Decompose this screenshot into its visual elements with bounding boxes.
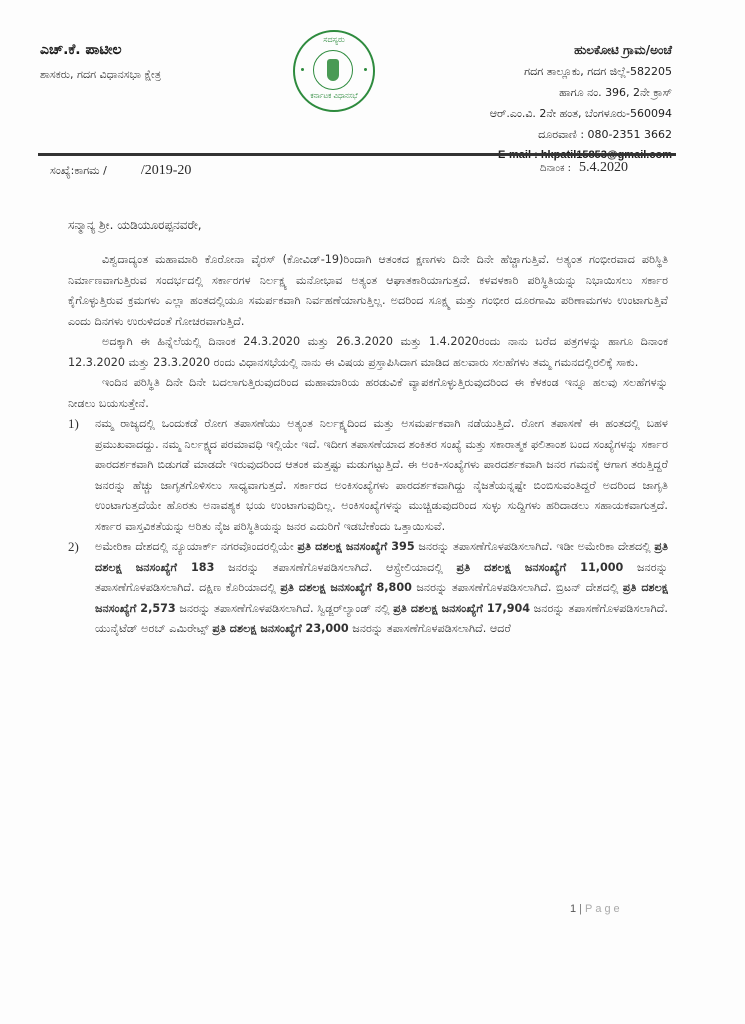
list-item-segment: ಜನರನ್ನು ತಪಾಸಣೆಗೊಳಪಡಿಸಲಾಗಿದೆ. ದಕ್ಷಿಣ ಕೊರಿಯಾದಲ್ಲಿ [95, 560, 668, 594]
state-emblem-icon [327, 59, 339, 81]
list-item-text: ನಮ್ಮ ರಾಜ್ಯದಲ್ಲಿ ಒಂದುಕಡೆ ರೋಗ ತಪಾಸಣೆಯು ಅತ್ಯಂತ ನಿರ್ಲಕ್ಷ್ಯದಿಂದ ಮತ್ತು ಅಸಮರ್ಪಕವಾಗಿ ನಡೆಯುತ್ತಿದೆ. ರೋಗ ತಪಾಸಣೆ ಈ ಹಂತದಲ್ಲಿ ಬಹಳ ಪ್ರಮುಖವಾದದ್ದು. ನಮ್ಮ ನಿರ್ಲಕ್ಷ್ಯದ ಪರಮಾವಧಿ ಇಲ್ಲಿಯೇ ಇದೆ. ಇದೀಗ ತಪಾಸಣೆಯಾದ ಶಂಕಿತರ ಸಂಖ್ಯೆ ಮತ್ತು ಸಕಾರಾತ್ಮಕ ಫಲಿತಾಂಶ ಬಂದ ಸಂಖ್ಯೆಗಳನ್ನು ಸರ್ಕಾರ ಪಾರದರ್ಶಕವಾಗಿ ಬಿಡುಗಡೆ ಮಾಡದೇ ಇರುವುದರಿಂದ ಆತಂಕ ಮತ್ತಷ್ಟು ಮಡುಗಟ್ಟುತ್ತಿದೆ. ಈ ಅಂಕಿ-ಸಂಖ್ಯೆಗಳು ಪಾರದರ್ಶಕವಾಗಿ ಜನರ ಗಮನಕ್ಕೆ ಆಗಾಗ ತರುತ್ತಿದ್ದರೆ ಜನರನ್ನು ಹೆಚ್ಚು ಜಾಗೃತಗೊಳಿಸಲು ಸಾಧ್ಯವಾಗುತ್ತದೆ. ಸರ್ಕಾರದ ಅಂಕಿಸಂಖ್ಯೆಗಳು ಪಾರದರ್ಶಕವಾಗಿದ್ದು ನೈಜತೆಯನ್ನಷ್ಟೇ ಬಿಂಬಿಸುವಂತಿದ್ದರೆ ಅದರಿಂದ ಜಾಗೃತಿ ಉಂಟಾಗುತ್ತದೆಯೇ ಹೊರತು ಅನಾವಶ್ಯಕ ಭಯ ಉಂಟಾಗುವುದಿಲ್ಲ. ಅಂಕಿಸಂಖ್ಯೆಗಳನ್ನು ಮುಚ್ಚಿಡುವುದರಿಂದ ಸುಳ್ಳು ಸುದ್ದಿಗಳು ಹರಿದಾಡಲು ಸಹಾಯಕವಾಗುತ್ತದೆ. ಸರ್ಕಾರ ವಾಸ್ತವಿಕತೆಯನ್ನು ಅರಿತು ನೈಜ ಪರಿಸ್ಥಿತಿಯನ್ನು ಜನರ ಎದುರಿಗೆ ಇಡಬೇಕೆಂದು ಒತ್ತಾಯಿಸುವೆ. [95, 417, 668, 533]
letter-date [540, 160, 628, 176]
sender-name: ಎಚ್.ಕೆ. ಪಾಟೀಲ [40, 42, 122, 58]
seal-emblem-ring [313, 50, 353, 90]
date-value: 5.4.2020 [579, 160, 629, 175]
salutation: ಸನ್ಮಾನ್ಯ ಶ್ರೀ. ಯಡಿಯೂರಪ್ಪನವರೇ, [68, 218, 202, 232]
address-block [490, 40, 672, 166]
list-item-segment: ಅಮೇರಿಕಾ ದೇಶದಲ್ಲಿ ನ್ಯೂಯಾರ್ಕ್ ನಗರವೊಂದರಲ್ಲಿಯೇ [95, 540, 298, 553]
page-separator: | [579, 903, 582, 915]
paragraph-2: ಅದಕ್ಕಾಗಿ ಈ ಹಿನ್ನೆಲೆಯಲ್ಲಿ ದಿನಾಂಕ 24.3.2020 ಮತ್ತು 26.3.2020 ಮತ್ತು 1.4.2020ರಂದು ನಾನು ಬರೆದ ಪತ್ರಗಳನ್ನು ಹಾಗೂ ದಿನಾಂಕ 12.3.2020 ಮತ್ತು 23.3.2020 ರಂದು ವಿಧಾನಸಭೆಯಲ್ಲಿ ನಾನು ಈ ವಿಷಯ ಪ್ರಸ್ತಾಪಿಸಿದಾಗ ಮಾಡಿದ ಹಲವಾರು ಸಲಹೆಗಳು ತಮ್ಮ ಗಮನದಲ್ಲಿರಲಿಕ್ಕೆ ಸಾಕು. [68, 335, 668, 369]
list-item-segment: ಜನರನ್ನು ತಪಾಸಣೆಗೊಳಪಡಿಸಲಾಗಿದೆ. ಬ್ರಿಟನ್ ದೇಶದಲ್ಲಿ [411, 581, 623, 594]
address-phone: ದೂರವಾಣಿ : 080-2351 3662 [538, 128, 672, 141]
highlighted-statistic: ಪ್ರತಿ ದಶಲಕ್ಷ ಜನಸಂಖ್ಯೆಗೆ 17,904 [393, 601, 531, 615]
assembly-seal-icon [293, 30, 375, 112]
list-item-1 [68, 414, 668, 537]
list-item-number: 2) [68, 539, 79, 554]
list-item-segment: ಜನರನ್ನು ತಪಾಸಣೆಗೊಳಪಡಿಸಲಾಗಿದೆ. ಸ್ವಿಡ್ಜರ್‌ಲ್ಯಾಂಡ್ ನಲ್ಲಿ [175, 601, 394, 615]
reference-year: /2019-20 [140, 163, 192, 178]
list-item-text [95, 540, 668, 635]
list-item-segment: ಜನರನ್ನು ತಪಾಸಣೆಗೊಳಪಡಿಸಲಾಗಿದೆ. ಯುನೈಟೆಡ್ ಅರಬ್ ಎಮಿರೇಟ್ಸ್ [95, 601, 668, 635]
address-taluk: ಗದಗ ತಾಲ್ಲೂಕು, ಗದಗ ಜಿಲ್ಲೆ-582205 [524, 65, 672, 78]
page-footer [570, 903, 623, 915]
paragraph-1: ವಿಶ್ವದಾದ್ಯಂತ ಮಹಾಮಾರಿ ಕೊರೋನಾ ವೈರಸ್ (ಕೋವಿಡ್-19)ರಿಂದಾಗಿ ಆತಂಕದ ಕ್ಷಣಗಳು ದಿನೇ ದಿನೇ ಹೆಚ್ಚಾಗುತ್ತಿವೆ. ಅತ್ಯಂತ ಗಂಭೀರವಾದ ಪರಿಸ್ಥಿತಿ ನಿರ್ಮಾಣವಾಗುತ್ತಿರುವ ಸಂದರ್ಭದಲ್ಲಿ ಸರ್ಕಾರಗಳ ನಿರ್ಲಕ್ಷ್ಯ ಮನೋಭಾವ ಅತ್ಯಂತ ಆಘಾತಕಾರಿಯಾಗುತ್ತದೆ. ಕಳವಳಕಾರಿ ಪರಿಸ್ಥಿತಿಯನ್ನು ನಿಭಾಯಿಸಲು ಸರ್ಕಾರ ಕೈಗೊಳ್ಳುತ್ತಿರುವ ಕ್ರಮಗಳು ಎಲ್ಲಾ ಹಂತದಲ್ಲಿಯೂ ಸಮರ್ಪಕವಾಗಿ ನಿರ್ವಹಣೆಯಾಗುತ್ತಿಲ್ಲ. ಅದರಿಂದ ಸೂಕ್ಷ್ಮ ಮತ್ತು ಗಂಭೀರ ದೂರಗಾಮಿ ಪರಿಣಾಮಗಳು ಉಂಟಾಗುತ್ತಿವೆ ಎಂದು ದಿನಗಳು ಉರುಳಿದಂತೆ ಗೋಚರವಾಗುತ್ತಿದೆ. [68, 253, 668, 328]
list-item-2 [68, 537, 668, 640]
date-label: ದಿನಾಂಕ : [540, 163, 572, 174]
highlighted-statistic: ಪ್ರತಿ ದಶಲಕ್ಷ ಜನಸಂಖ್ಯೆಗೆ 183 [95, 540, 668, 574]
list-item-segment: ಜನರನ್ನು ತಪಾಸಣೆಗೊಳಪಡಿಸಲಾಗಿದೆ. ಇಡೀ ಅಮೇರಿಕಾ ದೇಶದಲ್ಲಿ [414, 540, 655, 553]
highlighted-statistic: ಪ್ರತಿ ದಶಲಕ್ಷ ಜನಸಂಖ್ಯೆಗೆ 2,573 [95, 581, 668, 615]
seal-dot [364, 68, 367, 71]
address-village: ಹುಲಕೋಟಿ ಗ್ರಾಮ/ಅಂಚೆ [574, 43, 672, 57]
page-label: Page [584, 903, 623, 915]
reference-label: ಸಂಖ್ಯೆ:ಕಾಗಮ / [50, 164, 107, 177]
list-item-number: 1) [68, 416, 79, 431]
address-house: ಹಾಗೂ ನಂ. 396, 2ನೇ ಕ್ರಾಸ್ [559, 86, 672, 99]
highlighted-statistic: ಪ್ರತಿ ದಶಲಕ್ಷ ಜನಸಂಖ್ಯೆಗೆ 8,800 [280, 581, 412, 594]
address-area: ಆರ್.ಎಂ.ವಿ. 2ನೇ ಹಂತ, ಬೆಂಗಳೂರು-560094 [489, 107, 672, 120]
seal-dot [301, 68, 304, 71]
list-item-segment: ಜನರನ್ನು ತಪಾಸಣೆಗೊಳಪಡಿಸಲಾಗಿದೆ. ಆದರೆ [348, 622, 511, 635]
sender-block [40, 42, 161, 82]
seal-bottom-text: ಕರ್ನಾಟಕ ವಿಧಾನಸಭೆ [310, 92, 358, 100]
highlighted-statistic: ಪ್ರತಿ ದಶಲಕ್ಷ ಜನಸಂಖ್ಯೆಗೆ 395 [297, 540, 415, 553]
list-item-segment: ಜನರನ್ನು ತಪಾಸಣೆಗೊಳಪಡಿಸಲಾಗಿದೆ. ಆಸ್ಟ್ರೇಲಿಯಾದಲ್ಲಿ [214, 560, 457, 574]
highlighted-statistic: ಪ್ರತಿ ದಶಲಕ್ಷ ಜನಸಂಖ್ಯೆಗೆ 11,000 [456, 560, 624, 574]
paragraph-3: ಇಂದಿನ ಪರಿಸ್ಥಿತಿ ದಿನೇ ದಿನೇ ಬದಲಾಗುತ್ತಿರುವುದರಿಂದ ಮಹಾಮಾರಿಯ ಹರಡುವಿಕೆ ವ್ಯಾಪಕಗೊಳ್ಳುತ್ತಿರುವುದರಿಂದ ಈ ಕೆಳಕಂಡ ಇನ್ನೂ ಹಲವು ಸಲಹೆಗಳನ್ನು ನೀಡಲು ಬಯಸುತ್ತೇನೆ. [68, 376, 668, 410]
header-divider [38, 153, 676, 156]
sender-designation: ಶಾಸಕರು, ಗದಗ ವಿಧಾನಸಭಾ ಕ್ಷೇತ್ರ [40, 68, 162, 81]
highlighted-statistic: ಪ್ರತಿ ದಶಲಕ್ಷ ಜನಸಂಖ್ಯೆಗೆ 23,000 [212, 622, 349, 635]
page-number: 1 [570, 903, 577, 915]
letter-body [68, 250, 668, 640]
seal-top-text: ಸದಸ್ಯರು [323, 35, 345, 44]
reference-number [50, 163, 191, 179]
